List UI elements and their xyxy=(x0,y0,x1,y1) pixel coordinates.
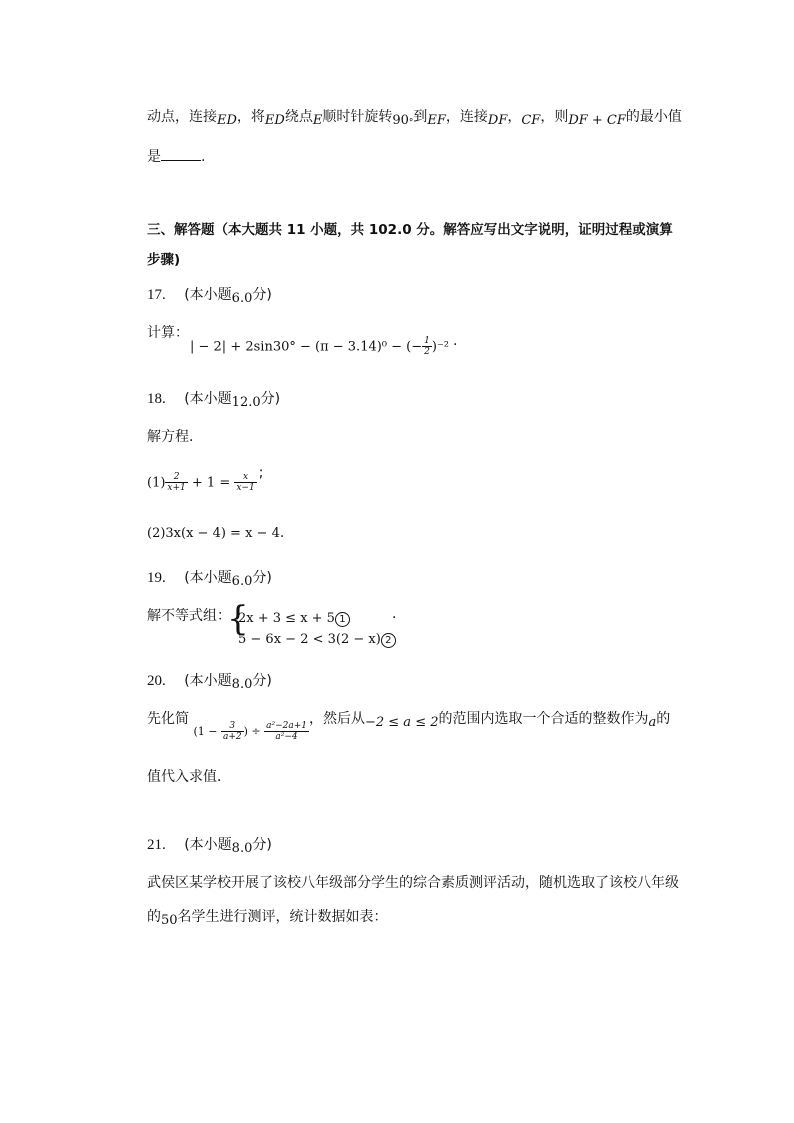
problem16-line2 xyxy=(147,146,205,166)
math-expression-simplify xyxy=(193,720,309,742)
fraction-numerator: x xyxy=(234,472,256,483)
math-a: a xyxy=(648,715,657,730)
q18-part1 xyxy=(147,464,264,493)
fraction-numerator: 3 xyxy=(221,721,244,732)
q19-header xyxy=(147,567,272,587)
text: 的 xyxy=(147,909,161,925)
fraction xyxy=(264,721,309,742)
score-value: 8.0 xyxy=(231,841,253,856)
section3-heading xyxy=(147,218,673,238)
text: 的最小值 xyxy=(625,109,682,125)
q18-part2 xyxy=(147,525,284,541)
text: 计算： xyxy=(147,325,189,341)
score-unit: 分) xyxy=(252,570,272,586)
math-expression: + 1 = xyxy=(187,475,235,491)
q19-tail xyxy=(392,606,396,622)
q17-header xyxy=(147,284,272,304)
math-expression: )⁻² xyxy=(431,339,450,355)
score-label: (本小题 xyxy=(184,391,232,407)
math-DF: DF xyxy=(487,113,508,128)
fraction-denominator: 2 xyxy=(424,347,430,357)
period: . xyxy=(453,332,458,349)
score-label: (本小题 xyxy=(184,837,232,853)
text: 是 xyxy=(147,149,161,165)
problem16-line1 xyxy=(147,106,682,126)
score-value: 12.0 xyxy=(231,395,261,410)
circled-number: 1 xyxy=(335,612,350,627)
q21-line1 xyxy=(147,872,679,892)
math-inequality: 5 − 6x − 2 < 3(2 − x) xyxy=(238,632,381,647)
score-unit: 分) xyxy=(260,391,281,407)
text: 武侯区某学校开展了该校八年级部分学生的综合素质测评活动，随机选取了该校八年级 xyxy=(147,875,679,891)
degree-symbol: ° xyxy=(408,118,414,128)
q20-header xyxy=(147,670,272,690)
text: 名学生进行测评，统计数据如表： xyxy=(177,909,388,925)
question-number: 17. xyxy=(147,287,166,303)
math-50: 50 xyxy=(161,913,178,928)
math-range: −2 ≤ a ≤ 2 xyxy=(364,715,439,730)
q19-inequality1 xyxy=(238,610,350,627)
q19-label xyxy=(147,605,231,625)
q18-label xyxy=(147,426,203,446)
text: 值代入求值． xyxy=(147,769,231,785)
text: ，然后从 xyxy=(308,711,365,727)
fraction xyxy=(165,472,187,493)
text: 解方程． xyxy=(147,429,203,445)
question-number: 21. xyxy=(147,837,166,853)
score-value: 6.0 xyxy=(231,574,253,589)
text: 先化简 xyxy=(147,711,189,727)
fraction-denominator: x−1 xyxy=(236,483,255,493)
text: 的范围内选取一个合适的整数作为 xyxy=(438,711,649,727)
text: ，连接 xyxy=(445,109,488,125)
math-E: E xyxy=(312,113,323,128)
fraction xyxy=(234,472,256,493)
score-label: (本小题 xyxy=(184,673,232,689)
q17-expression xyxy=(190,332,458,357)
question-number: 19. xyxy=(147,570,166,586)
text: 到 xyxy=(413,109,428,125)
question-number: 20. xyxy=(147,673,166,689)
fraction-denominator: x+1 xyxy=(167,483,186,493)
period: . xyxy=(279,525,285,541)
q21-line2 xyxy=(147,906,388,926)
math-ED: ED xyxy=(264,113,285,128)
q20-line2 xyxy=(147,766,231,786)
fraction-one-half xyxy=(422,336,432,357)
fraction-denominator: a+2 xyxy=(222,731,242,742)
math-expression: (1 − xyxy=(193,725,221,738)
fraction xyxy=(221,721,244,742)
fraction-numerator: 1 xyxy=(424,336,430,346)
q19-inequality2 xyxy=(238,631,396,648)
answer-blank xyxy=(161,148,201,161)
text: 动点，连接 xyxy=(147,109,217,125)
math-expression: ) ÷ xyxy=(243,725,265,738)
text: ， xyxy=(507,109,522,125)
fraction-numerator: a²−2a+1 xyxy=(266,720,307,731)
section3-heading-cont xyxy=(147,248,180,268)
math-inequality: 2x + 3 ≤ x + 5 xyxy=(238,611,335,626)
period: . xyxy=(392,606,397,622)
math-CF: CF xyxy=(521,113,541,128)
math-EF: EF xyxy=(427,113,446,128)
circled-number: 2 xyxy=(381,633,396,648)
part-label: (1) xyxy=(147,475,166,491)
text: ，将 xyxy=(236,109,265,125)
math-DF-plus-CF: DF + CF xyxy=(568,113,626,128)
math-ED: ED xyxy=(217,113,237,128)
text: ，则 xyxy=(540,109,569,125)
q18-header xyxy=(147,388,280,408)
math-expression: (2)3x(x − 4) = x − 4 xyxy=(147,526,280,541)
score-label: (本小题 xyxy=(184,287,232,303)
text: 顺时针旋转 xyxy=(322,109,393,125)
fraction-denominator: a²−4 xyxy=(275,731,298,742)
text: 绕点 xyxy=(284,109,313,125)
section3-heading-line1: 三、解答题（本大题共 11 小题，共 102.0 分。解答应写出文字说明，证明过程或演算 xyxy=(147,222,673,238)
text: . xyxy=(201,149,206,165)
q17-label xyxy=(147,322,189,342)
fraction-numerator: 2 xyxy=(165,472,187,483)
score-label: (本小题 xyxy=(184,570,232,586)
score-value: 6.0 xyxy=(231,291,253,306)
brace-symbol: { xyxy=(227,599,249,639)
score-unit: 分) xyxy=(252,287,272,303)
score-unit: 分) xyxy=(252,837,272,853)
q20-line1 xyxy=(147,708,671,742)
text: 解不等式组： xyxy=(147,608,231,624)
score-value: 8.0 xyxy=(231,677,253,692)
math-90: 90 xyxy=(392,113,409,128)
score-unit: 分) xyxy=(252,673,272,689)
math-expression: | − 2| + 2sin30° − (π − 3.14)⁰ − (− xyxy=(190,339,423,355)
question-number: 18. xyxy=(147,391,166,407)
semicolon: ; xyxy=(258,464,264,481)
q21-header xyxy=(147,834,272,854)
section3-heading-line2: 步骤) xyxy=(147,252,181,268)
text: 的 xyxy=(656,711,671,727)
